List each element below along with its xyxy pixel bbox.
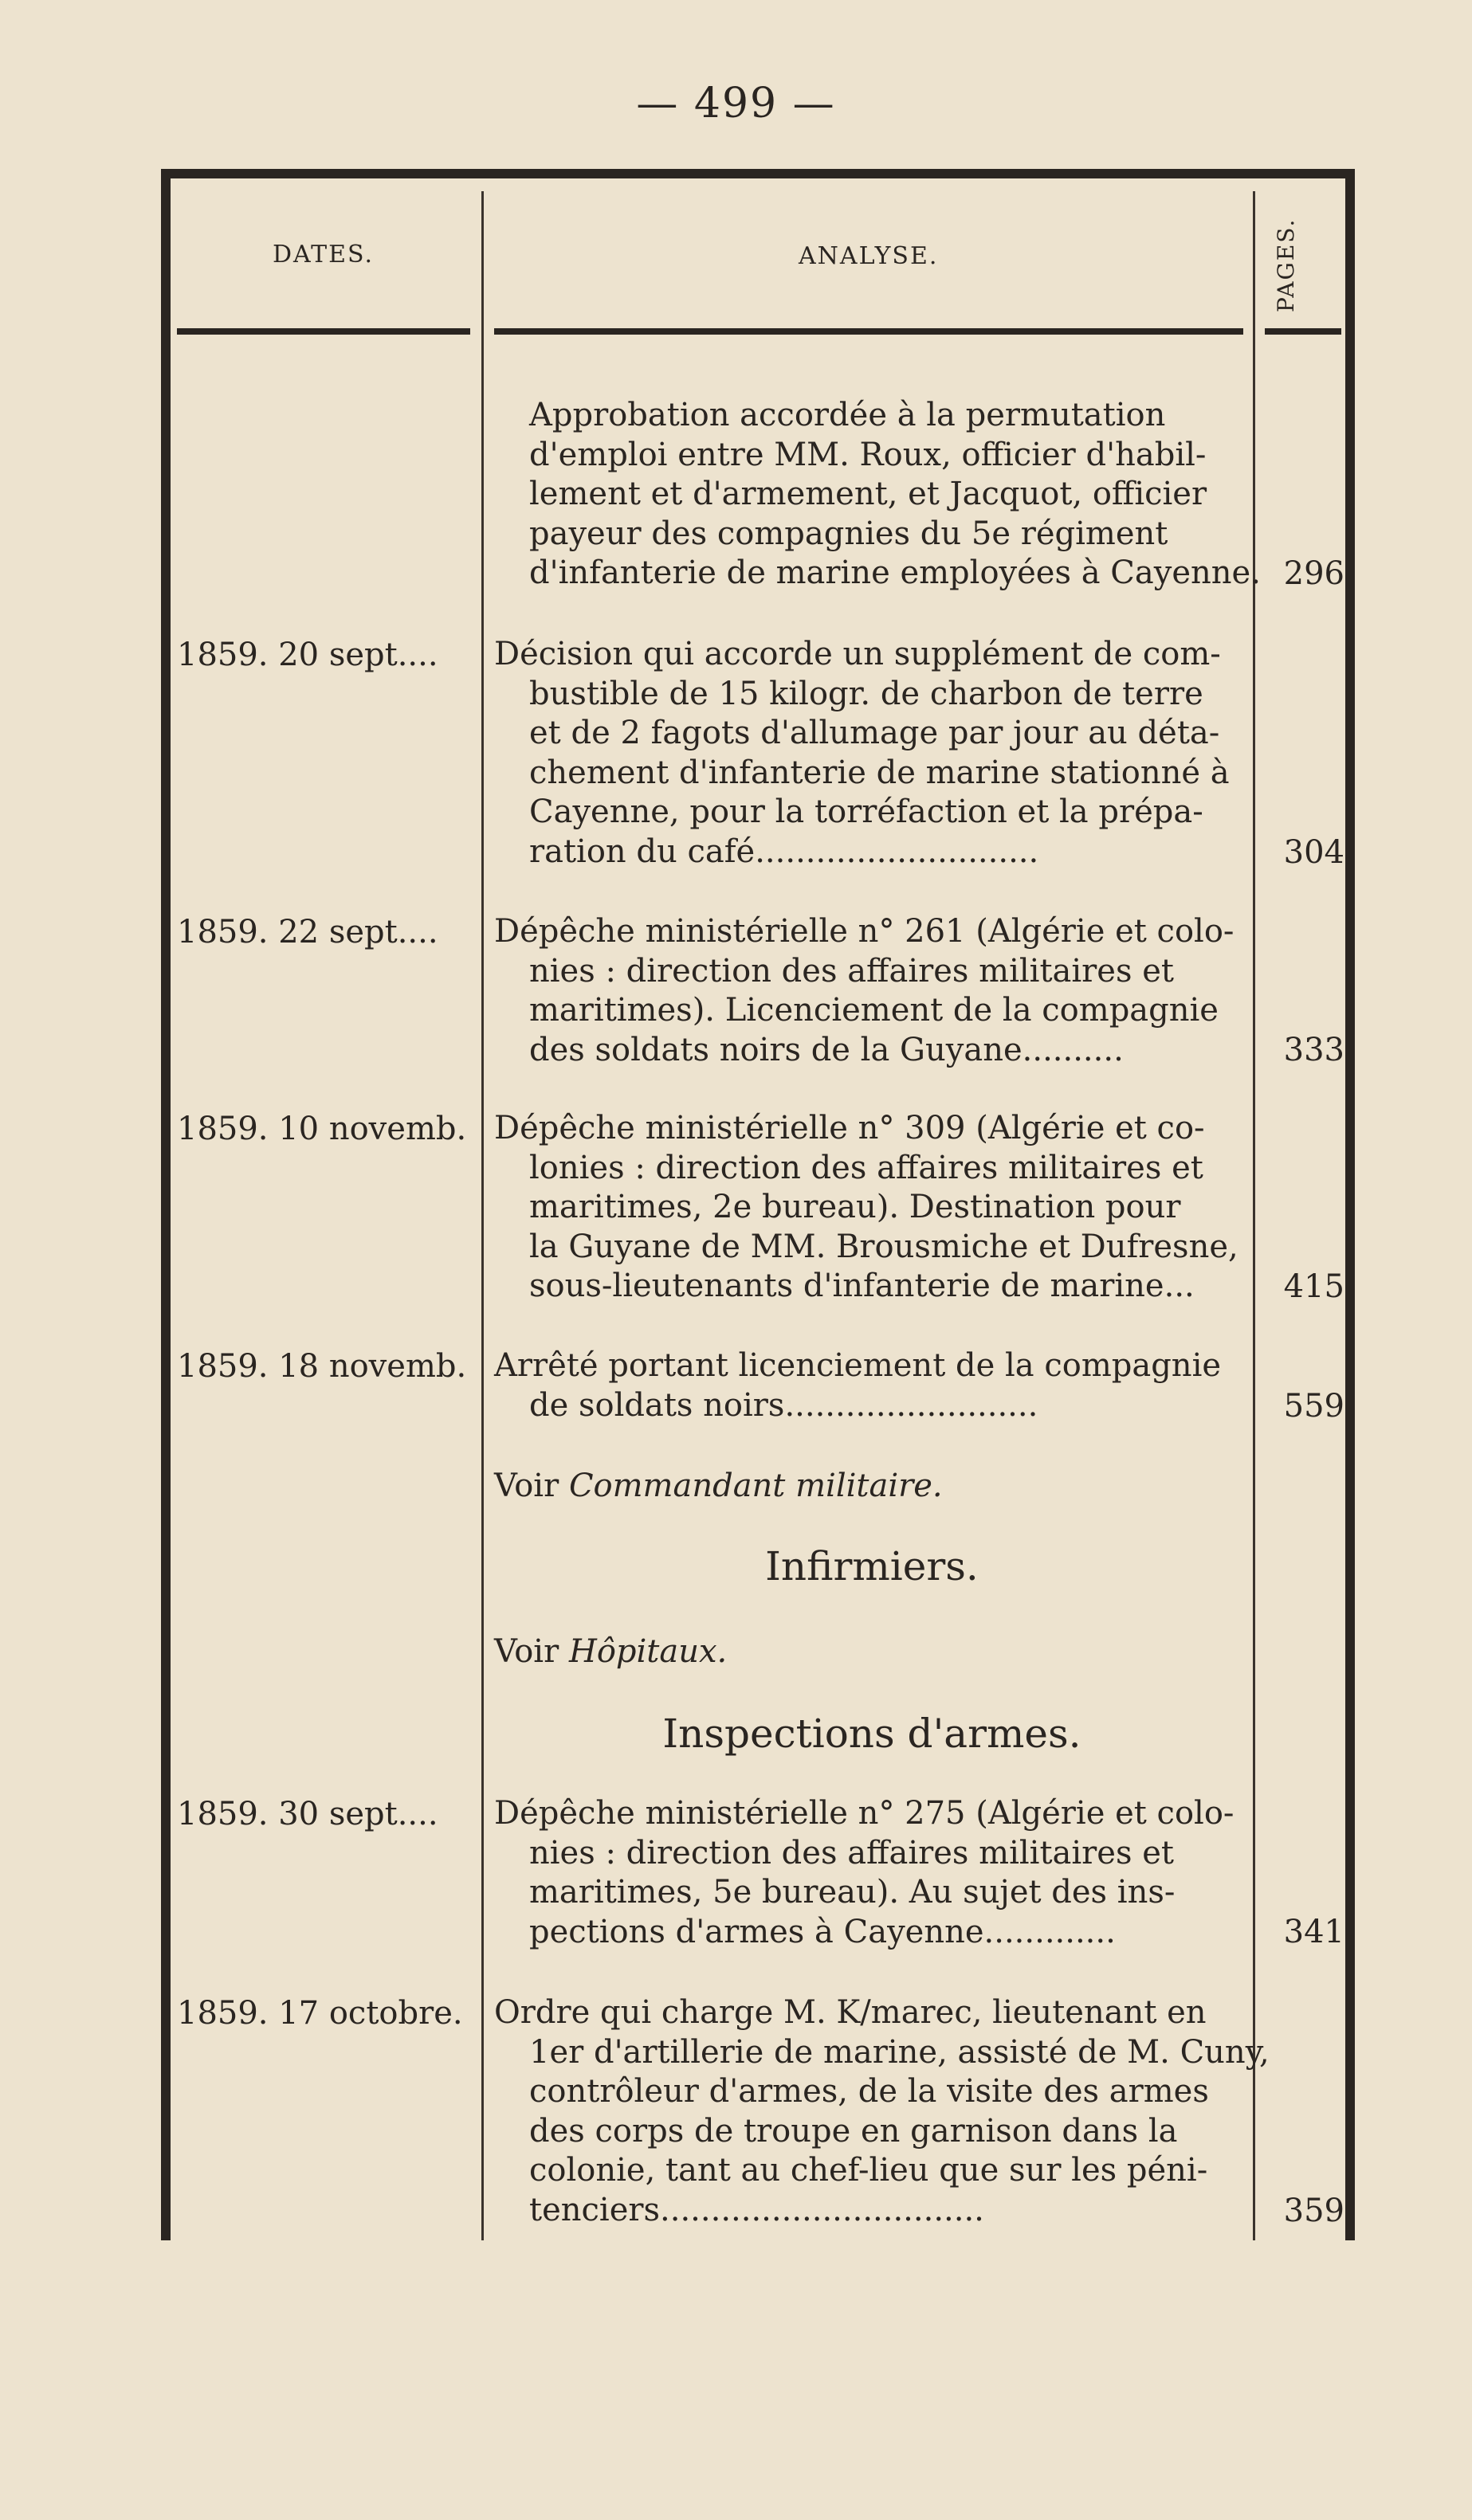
analysis-line: sous-lieutenants d'infanterie de marine... bbox=[529, 1268, 1195, 1304]
entry-analysis bbox=[494, 1993, 1270, 2230]
analysis-line: nies : direction des affaires militaires et bbox=[529, 1834, 1174, 1871]
voir-target: Commandant militaire. bbox=[568, 1468, 943, 1504]
entry-page: 559 bbox=[1283, 1388, 1344, 1425]
analysis-line: lonies : direction des affaires militaires et bbox=[529, 1149, 1203, 1186]
analysis-line: nies : direction des affaires militaires et bbox=[529, 952, 1174, 990]
entry-date: 1859. 10 novemb. bbox=[177, 1111, 467, 1147]
analysis-line: Dépêche ministérielle n° 309 (Algérie et co- bbox=[494, 1110, 1205, 1146]
entry-page: 304 bbox=[1283, 834, 1344, 871]
table-left-rule bbox=[161, 169, 171, 2240]
entry-date: 1859. 30 sept.... bbox=[177, 1796, 438, 1832]
analysis-line: d'emploi entre MM. Roux, officier d'habil- bbox=[529, 436, 1207, 473]
section-title-infirmiers: Infirmiers. bbox=[765, 1543, 979, 1589]
analysis-line: Dépêche ministérielle n° 261 (Algérie et colo- bbox=[494, 913, 1235, 950]
entry-date: 1859. 22 sept.... bbox=[177, 914, 438, 950]
analysis-line: payeur des compagnies du 5e régiment bbox=[529, 515, 1168, 552]
table-top-rule bbox=[161, 169, 1355, 178]
entry-date: 1859. 20 sept.... bbox=[177, 637, 438, 673]
analysis-line: d'infanterie de marine employées à Cayenne. bbox=[529, 555, 1261, 591]
analysis-line: Cayenne, pour la torréfaction et la prépa- bbox=[529, 794, 1203, 830]
analysis-line: des corps de troupe en garnison dans la bbox=[529, 2112, 1178, 2150]
analysis-line: Arrêté portant licenciement de la compagnie bbox=[494, 1347, 1222, 1384]
analysis-line: contrôleur d'armes, de la visite des armes bbox=[529, 2073, 1209, 2110]
column-divider-dates bbox=[481, 191, 484, 2240]
analysis-line: Ordre qui charge M. K/marec, lieutenant en bbox=[494, 1994, 1207, 2031]
analysis-line: Dépêche ministérielle n° 275 (Algérie et colo- bbox=[494, 1795, 1235, 1832]
analysis-line: maritimes, 2e bureau). Destination pour bbox=[529, 1189, 1181, 1225]
entry-page: 415 bbox=[1283, 1268, 1344, 1305]
analysis-line: maritimes, 5e bureau). Au sujet des ins- bbox=[529, 1874, 1176, 1911]
entry-analysis bbox=[494, 1346, 1250, 1425]
index-table bbox=[161, 169, 1355, 2240]
voir-label: Voir bbox=[494, 1633, 559, 1670]
entry-analysis bbox=[494, 1109, 1250, 1307]
analysis-line: chement d'infanterie de marine stationné à bbox=[529, 754, 1230, 791]
analysis-line: bustible de 15 kilogr. de charbon de terre bbox=[529, 675, 1203, 712]
header-rule-analyse bbox=[494, 328, 1243, 335]
column-divider-pages bbox=[1253, 191, 1255, 2240]
voir-target: Hôpitaux. bbox=[568, 1633, 728, 1670]
analysis-line: Décision qui accorde un supplément de com- bbox=[494, 636, 1221, 672]
header-analyse: ANALYSE. bbox=[799, 242, 939, 270]
analysis-line: et de 2 fagots d'allumage par jour au déta- bbox=[529, 715, 1220, 751]
header-pages: PAGES. bbox=[1273, 218, 1299, 312]
cross-reference bbox=[494, 1468, 943, 1504]
analysis-line: maritimes). Licenciement de la compagnie bbox=[529, 992, 1219, 1029]
analysis-line: tenciers................................ bbox=[529, 2191, 984, 2228]
analysis-line: lement et d'armement, et Jacquot, officier bbox=[529, 476, 1207, 512]
analysis-line: ration du café............................ bbox=[529, 833, 1039, 870]
analysis-line: colonie, tant au chef-lieu que sur les péni- bbox=[529, 2152, 1208, 2189]
entry-analysis bbox=[494, 1794, 1250, 1952]
entry-date: 1859. 18 novemb. bbox=[177, 1348, 467, 1385]
voir-label: Voir bbox=[494, 1468, 559, 1504]
entry-analysis bbox=[494, 912, 1250, 1070]
entry-date: 1859. 17 octobre. bbox=[177, 1995, 463, 2032]
entry-analysis bbox=[494, 635, 1250, 872]
entry-page: 359 bbox=[1283, 2193, 1344, 2229]
entry-analysis bbox=[494, 396, 1261, 594]
analysis-line: pections d'armes à Cayenne............. bbox=[529, 1913, 1116, 1950]
entry-page: 341 bbox=[1283, 1914, 1344, 1950]
analysis-line: 1er d'artillerie de marine, assisté de M. Cuny, bbox=[529, 2033, 1270, 2071]
analysis-line: la Guyane de MM. Brousmiche et Dufresne, bbox=[529, 1228, 1238, 1265]
page-number: — 499 — bbox=[636, 80, 836, 127]
analysis-line: des soldats noirs de la Guyane.......... bbox=[529, 1031, 1124, 1068]
entry-page: 333 bbox=[1283, 1032, 1344, 1068]
entry-page: 296 bbox=[1283, 555, 1344, 592]
header-rule-dates bbox=[177, 328, 470, 335]
section-title-inspections: Inspections d'armes. bbox=[662, 1711, 1081, 1757]
cross-reference bbox=[494, 1633, 727, 1670]
analysis-line: Approbation accordée à la permutation bbox=[529, 397, 1166, 433]
header-dates: DATES. bbox=[273, 241, 375, 268]
analysis-line: de soldats noirs......................... bbox=[529, 1386, 1038, 1424]
table-right-rule bbox=[1345, 169, 1355, 2240]
header-rule-pages bbox=[1265, 328, 1341, 335]
